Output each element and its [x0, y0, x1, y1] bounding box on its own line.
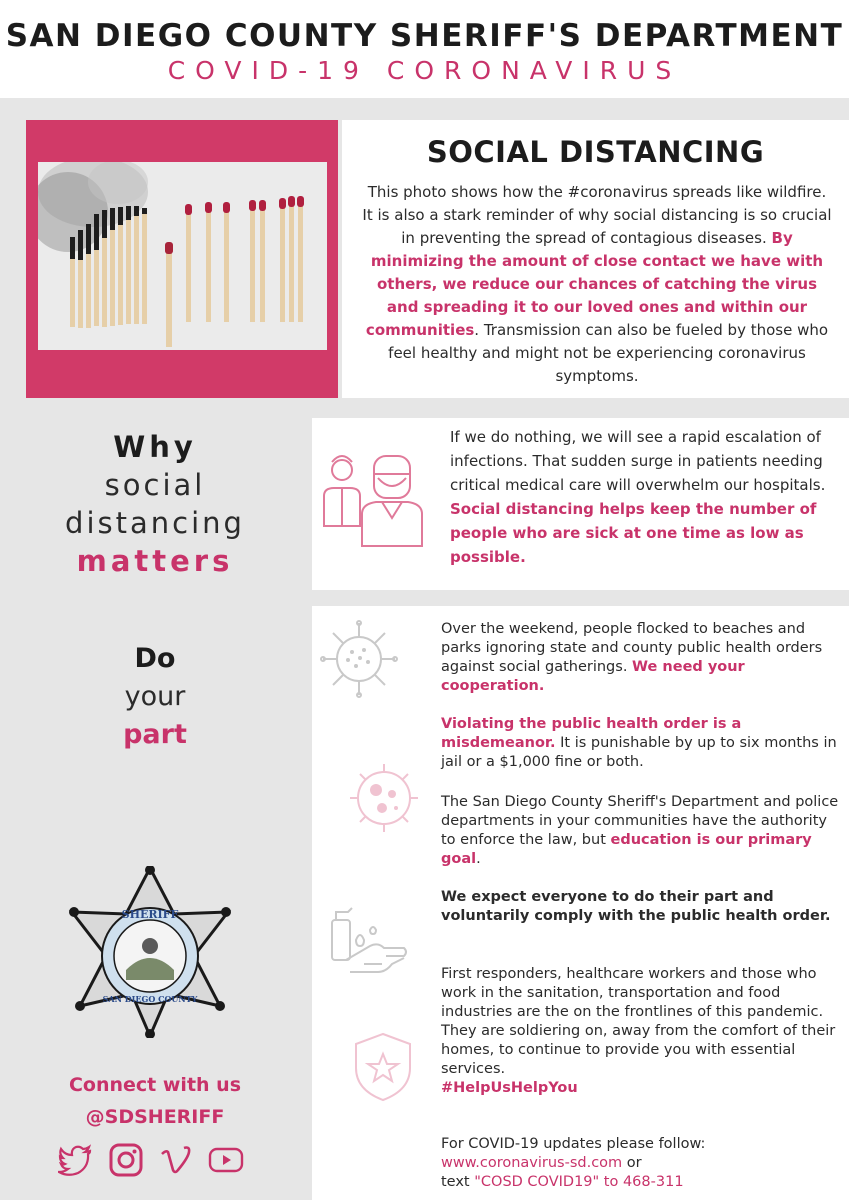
cell-icon: [346, 760, 422, 836]
badge-bottom-text: SAN DIEGO COUNTY: [102, 994, 198, 1004]
hashtag: #HelpUsHelpYou: [441, 1080, 578, 1096]
twitter-icon[interactable]: [58, 1142, 94, 1178]
do-p3-end: .: [476, 851, 481, 867]
virus-icon: [320, 620, 398, 698]
do-heading-line2: your: [124, 681, 186, 712]
do-p6-or: or: [622, 1155, 642, 1171]
why-heading-line3: distancing: [65, 506, 245, 540]
website-link[interactable]: www.coronavirus-sd.com: [441, 1155, 623, 1171]
police-shield-icon: [350, 1030, 416, 1104]
do-p2-bold: Violating the public health order is a misdemeanor.: [441, 716, 742, 751]
page-title: SAN DIEGO COUNTY SHERIFF'S DEPARTMENT: [5, 18, 844, 54]
do-p1-bold: We need your cooperation.: [441, 659, 745, 694]
do-p3-bold: education is our primary goal: [441, 832, 812, 867]
header: [0, 0, 849, 98]
do-paragraph-5: [441, 965, 841, 1098]
vimeo-icon[interactable]: [158, 1142, 194, 1178]
social-icons: [58, 1142, 258, 1180]
connect-block: [0, 1069, 310, 1133]
do-p3-text: The San Diego County Sheriff's Department and police departments in your communities have the authority to enforce the law, but: [441, 794, 839, 848]
badge-top-text: SHERIFF: [121, 908, 179, 921]
do-p5-text: First responders, healthcare workers and those who work in the sanitation, transportation and food industries are the on the frontlines of this pandemic. They are soldiering on, away from the comfort of their homes, to continue to provide you with essential services.: [441, 966, 836, 1077]
why-text-1: If we do nothing, we will see a rapid escalation of infections. That sudden surge in patients needing critical medical care will overwhelm our hospitals.: [450, 428, 826, 494]
handwashing-icon: [326, 900, 410, 980]
sheriff-badge: [60, 866, 240, 1038]
sd-text-2: . Transmission can also be fueled by those who feel healthy and might not be experiencing coronavirus symptoms.: [388, 321, 829, 385]
do-paragraph-6: [441, 1135, 841, 1192]
why-text-bold: Social distancing helps keep the number of people who are sick at one time as low as possible.: [450, 500, 817, 566]
do-your-part-heading: [0, 640, 310, 754]
section-title-social-distancing: SOCIAL DISTANCING: [426, 135, 765, 169]
do-paragraph-2: [441, 715, 841, 772]
do-p6-text2: text: [441, 1174, 475, 1190]
why-text: [450, 425, 845, 569]
sd-text-bold: By minimizing the amount of close contact we have with others, we reduce our chances of catching the virus and spreading it to our loved ones and within our communities: [365, 229, 824, 339]
why-heading-line1: Why: [113, 430, 197, 464]
do-paragraph-3: [441, 793, 841, 869]
why-heading-line2: social: [104, 468, 206, 502]
why-heading-line4: matters: [76, 544, 234, 578]
youtube-icon[interactable]: [208, 1142, 244, 1178]
do-heading-line3: part: [123, 719, 187, 750]
matches-photo: [38, 162, 327, 350]
do-p2-text: It is punishable by up to six months in jail or a $1,000 fine or both.: [441, 735, 837, 770]
healthcare-workers-icon: [318, 448, 426, 548]
instagram-icon[interactable]: [108, 1142, 144, 1178]
do-paragraph-4: We expect everyone to do their part and voluntarily comply with the public health order.: [441, 889, 831, 924]
sd-text-1: This photo shows how the #coronavirus spreads like wildfire. It is also a stark reminder of why social distancing is so crucial in preventing the spread of contagious diseases.: [362, 183, 832, 247]
page-subtitle: COVID-19 CORONAVIRUS: [167, 56, 682, 85]
do-heading-line1: Do: [134, 643, 176, 674]
do-p1-text: Over the weekend, people flocked to beaches and parks ignoring state and county public health orders against social gatherings.: [441, 621, 823, 675]
why-heading: [0, 428, 310, 580]
do-paragraph-1: [441, 620, 841, 696]
connect-heading: Connect with us: [68, 1074, 242, 1096]
do-p6-text: For COVID-19 updates please follow:: [441, 1136, 706, 1152]
social-distancing-text: [362, 181, 832, 388]
sms-instructions: "COSD COVID19" to 468-311: [474, 1174, 684, 1190]
social-handle[interactable]: @SDSHERIFF: [85, 1106, 225, 1128]
